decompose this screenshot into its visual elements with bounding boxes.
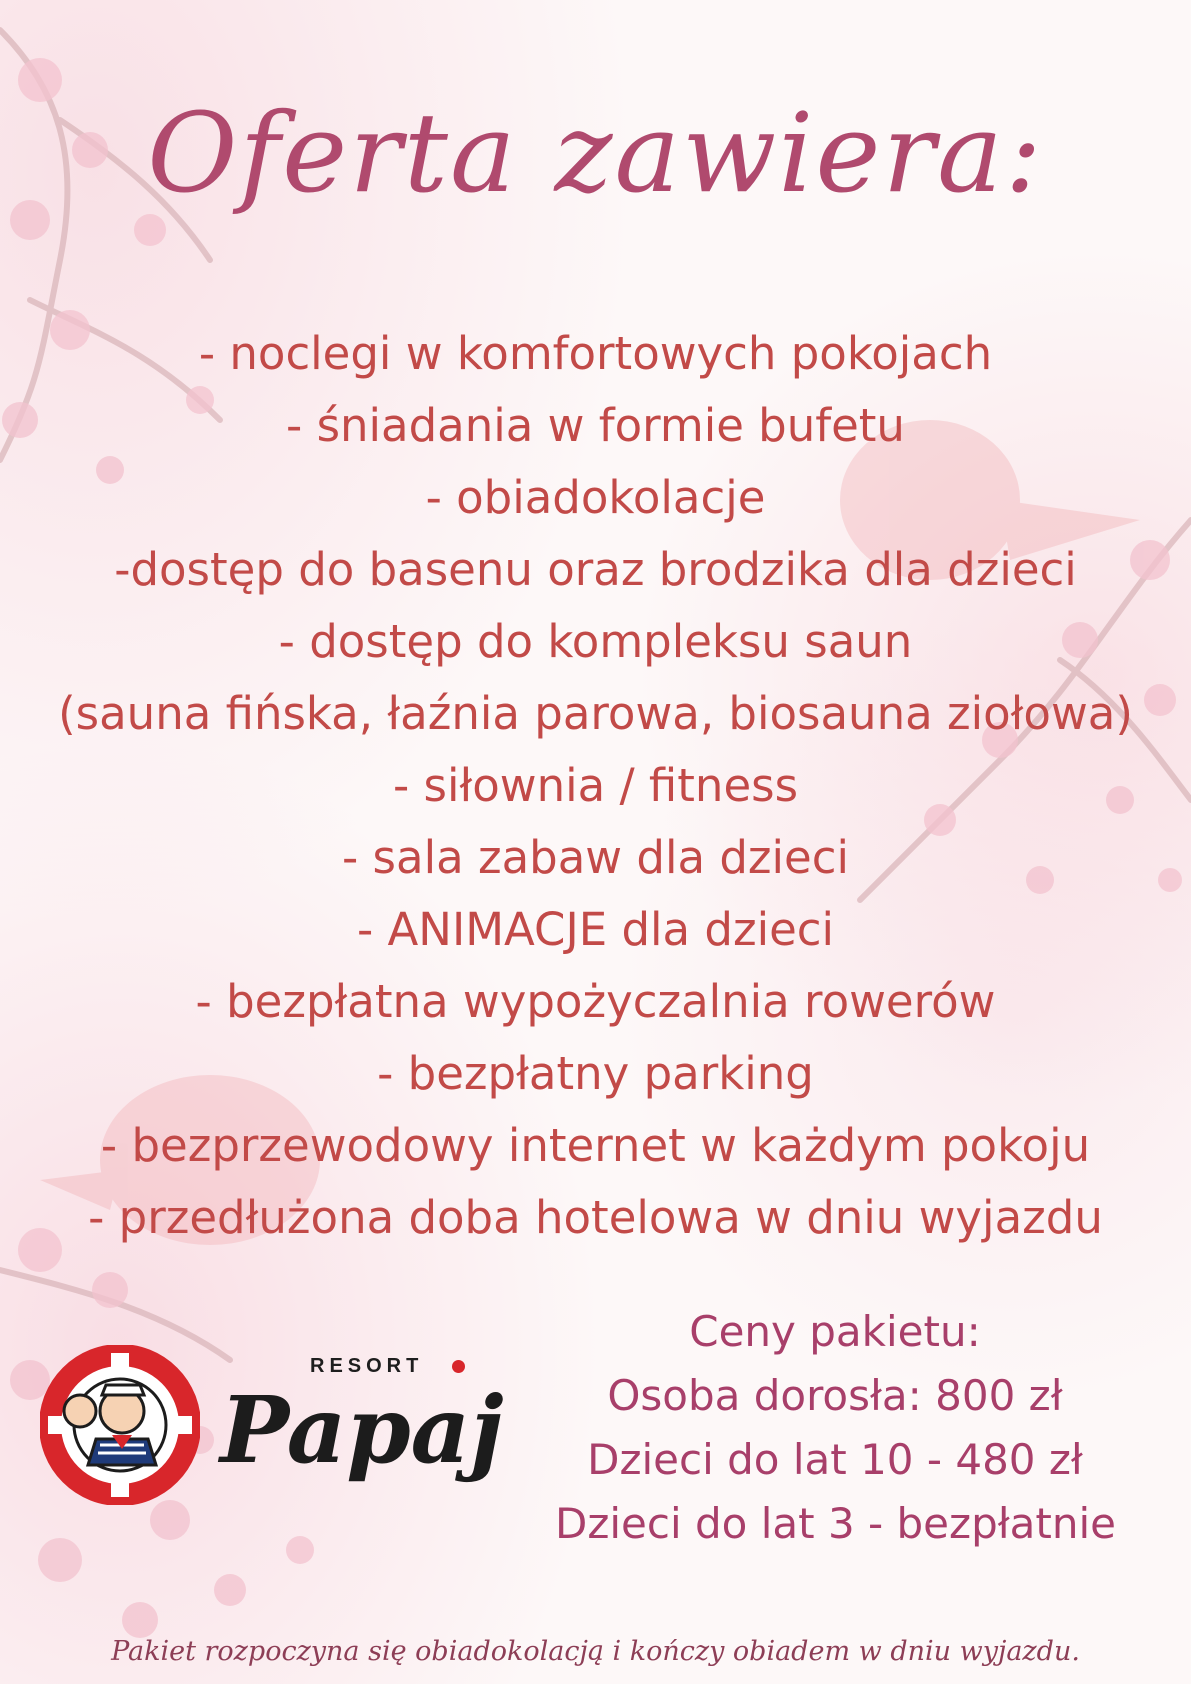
logo-resort-label: RESORT: [310, 1355, 424, 1377]
offer-item: - siłownia / fitness: [392, 759, 799, 812]
price-line: Dzieci do lat 10 - 480 zł: [587, 1435, 1083, 1484]
logo-dot-icon: [452, 1360, 465, 1373]
offer-item: - noclegi w komfortowych pokojach: [198, 327, 993, 380]
offer-item: (sauna fińska, łaźnia parowa, biosauna ziołowa): [58, 687, 1133, 740]
page-title: Oferta zawiera:: [147, 89, 1044, 217]
resort-logo: [40, 1325, 504, 1505]
logo-name: Papaj: [220, 1376, 504, 1484]
price-list: [555, 1300, 1115, 1556]
offer-item: - ANIMACJE dla dzieci: [356, 903, 835, 956]
offer-item: - śniadania w formie bufetu: [286, 399, 905, 452]
footer-note: Pakiet rozpoczyna się obiadokolacją i kończy obiadem w dniu wyjazdu.: [111, 1636, 1080, 1667]
price-line: Dzieci do lat 3 - bezpłatnie: [555, 1499, 1116, 1548]
offer-item: -dostęp do basenu oraz brodzika dla dzieci: [114, 543, 1077, 596]
offer-item: - bezpłatna wypożyczalnia rowerów: [195, 975, 996, 1028]
price-line: Osoba dorosła: 800 zł: [607, 1371, 1063, 1420]
offer-item: - bezpłatny parking: [377, 1047, 814, 1100]
sailor-lifebuoy-icon: [40, 1345, 200, 1505]
offer-item: - obiadokolacje: [425, 471, 766, 524]
offer-item: - przedłużona doba hotelowa w dniu wyjazdu: [88, 1191, 1103, 1244]
offer-item: - bezprzewodowy internet w każdym pokoju: [100, 1119, 1091, 1172]
price-heading: Ceny pakietu:: [689, 1307, 981, 1356]
offer-list: [0, 318, 1191, 1254]
offer-item: - dostęp do kompleksu saun: [278, 615, 913, 668]
offer-item: - sala zabaw dla dzieci: [342, 831, 849, 884]
